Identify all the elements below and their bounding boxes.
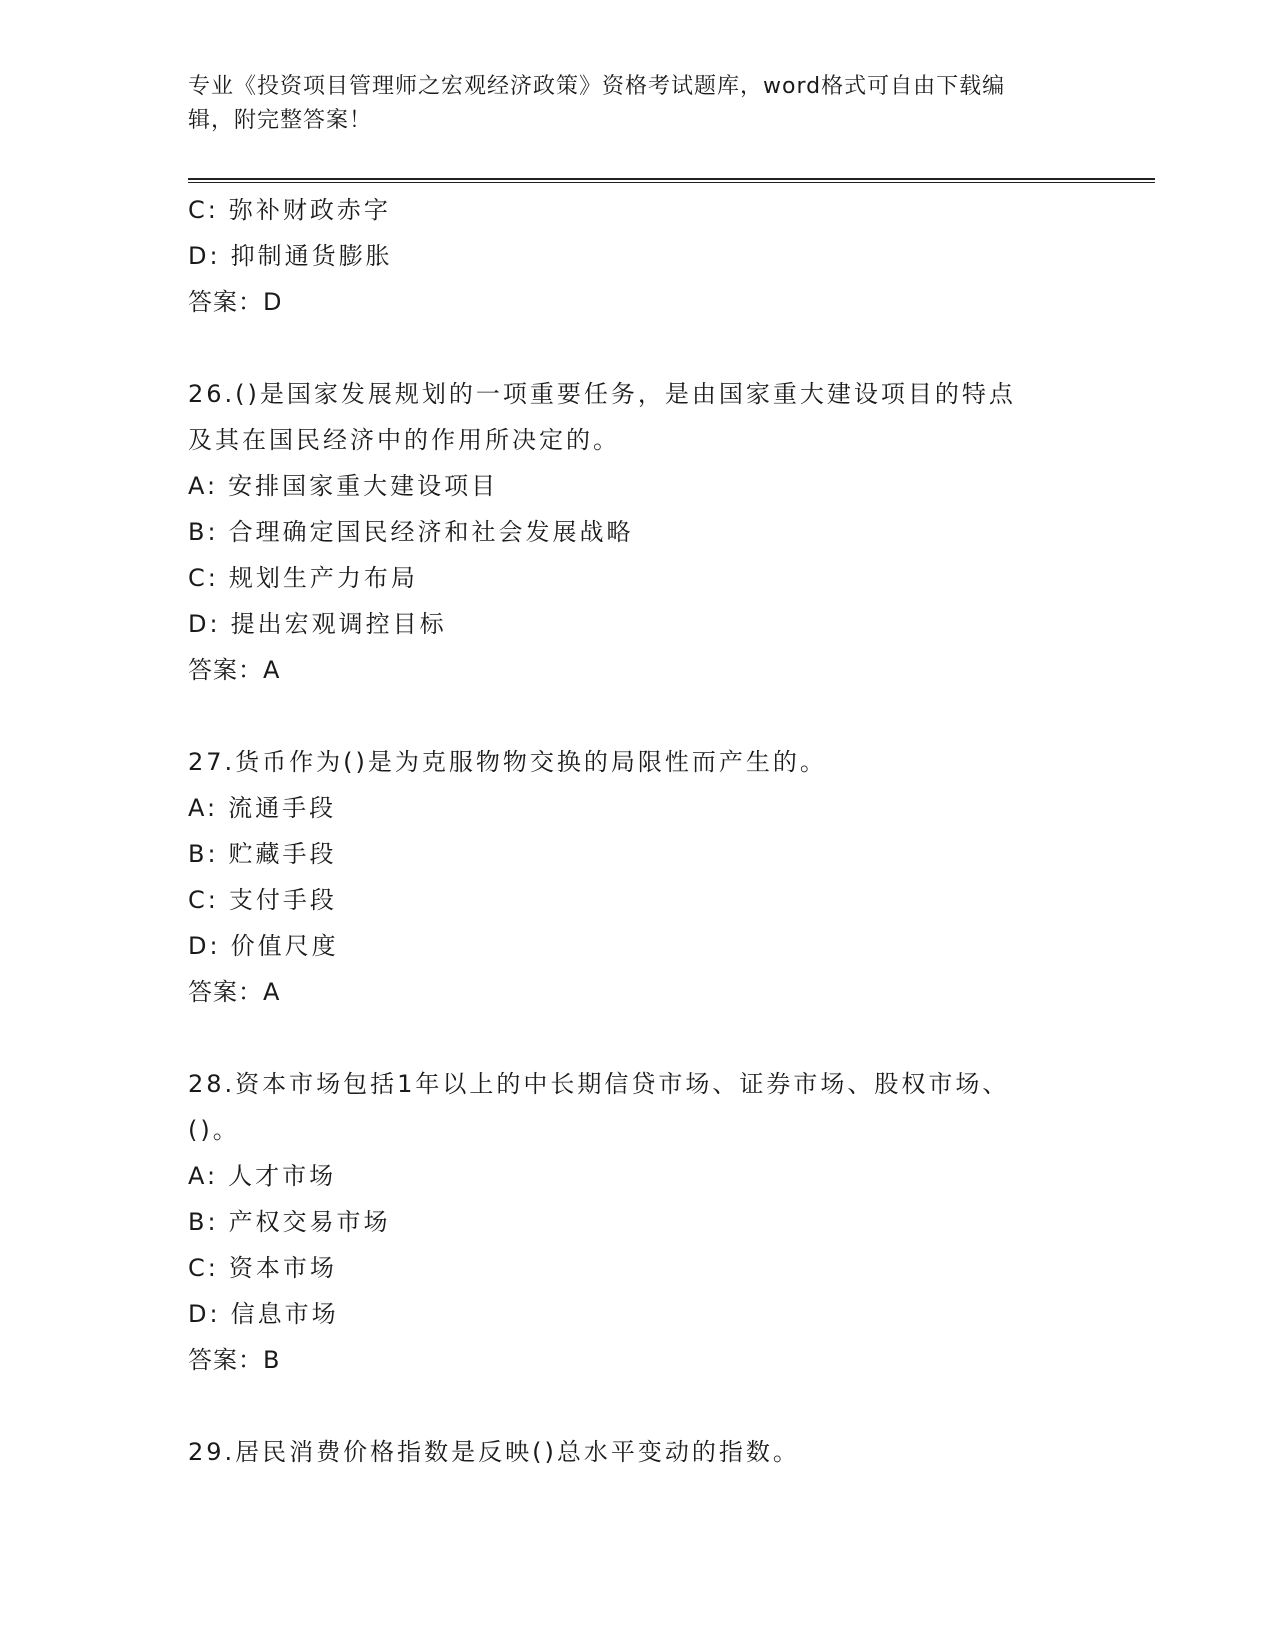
option-label: A: [188,794,219,822]
spacer [188,1383,1088,1429]
option-text: 人才市场 [228,1162,337,1190]
option-text: 信息市场 [230,1300,339,1328]
option-a [188,463,1088,509]
question-stem: 26.()是国家发展规划的一项重要任务，是由国家重大建设项目的特点 [188,380,1016,408]
question-stem: 29.居民消费价格指数是反映()总水平变动的指数。 [188,1438,800,1466]
option-label: C: [188,196,219,224]
option-d [188,923,1088,969]
page-header [188,70,1088,138]
option-text: 资本市场 [228,1254,337,1282]
option-c [188,877,1088,923]
question-26 [188,371,1088,693]
spacer [188,1015,1088,1061]
header-line: 辑，附完整答案！ [188,108,373,133]
option-label: D: [188,1300,221,1328]
option-label: C: [188,564,219,592]
option-c [188,187,1088,233]
question-28 [188,1061,1088,1383]
header-divider [188,178,1155,183]
question-27 [188,739,1088,1015]
option-label: C: [188,1254,219,1282]
option-text: 产权交易市场 [228,1208,391,1236]
option-label: D: [188,242,221,270]
option-label: A: [188,472,219,500]
answer-line: 答案：A [188,656,281,684]
question-stem: 27.货币作为()是为克服物物交换的局限性而产生的。 [188,748,827,776]
option-label: B: [188,518,219,546]
option-b [188,509,1088,555]
option-text: 流通手段 [228,794,337,822]
option-a [188,785,1088,831]
answer-line: 答案：D [188,288,283,316]
option-label: B: [188,840,219,868]
question-stem: 及其在国民经济中的作用所决定的。 [188,426,620,454]
option-text: 贮藏手段 [228,840,337,868]
spacer [188,693,1088,739]
option-text: 提出宏观调控目标 [230,610,447,638]
option-text: 价值尺度 [230,932,339,960]
question-25-continued [188,187,1088,325]
option-a [188,1153,1088,1199]
answer-line: 答案：A [188,978,281,1006]
option-text: 安排国家重大建设项目 [228,472,499,500]
option-d [188,1291,1088,1337]
question-stem: ()。 [188,1116,240,1144]
spacer [188,325,1088,371]
option-text: 弥补财政赤字 [228,196,391,224]
answer-line: 答案：B [188,1346,281,1374]
option-label: C: [188,886,219,914]
option-c [188,555,1088,601]
option-text: 抑制通货膨胀 [230,242,393,270]
option-b [188,831,1088,877]
question-stem: 28.资本市场包括1年以上的中长期信贷市场、证券市场、股权市场、 [188,1070,1010,1098]
question-list [188,187,1088,1475]
option-text: 支付手段 [228,886,337,914]
option-d [188,601,1088,647]
option-b [188,1199,1088,1245]
option-label: D: [188,610,221,638]
option-label: A: [188,1162,219,1190]
option-d [188,233,1088,279]
option-label: B: [188,1208,219,1236]
option-text: 合理确定国民经济和社会发展战略 [228,518,634,546]
option-c [188,1245,1088,1291]
question-29 [188,1429,1088,1475]
option-label: D: [188,932,221,960]
option-text: 规划生产力布局 [228,564,418,592]
header-line: 专业《投资项目管理师之宏观经济政策》资格考试题库，word格式可自由下载编 [188,74,1006,99]
